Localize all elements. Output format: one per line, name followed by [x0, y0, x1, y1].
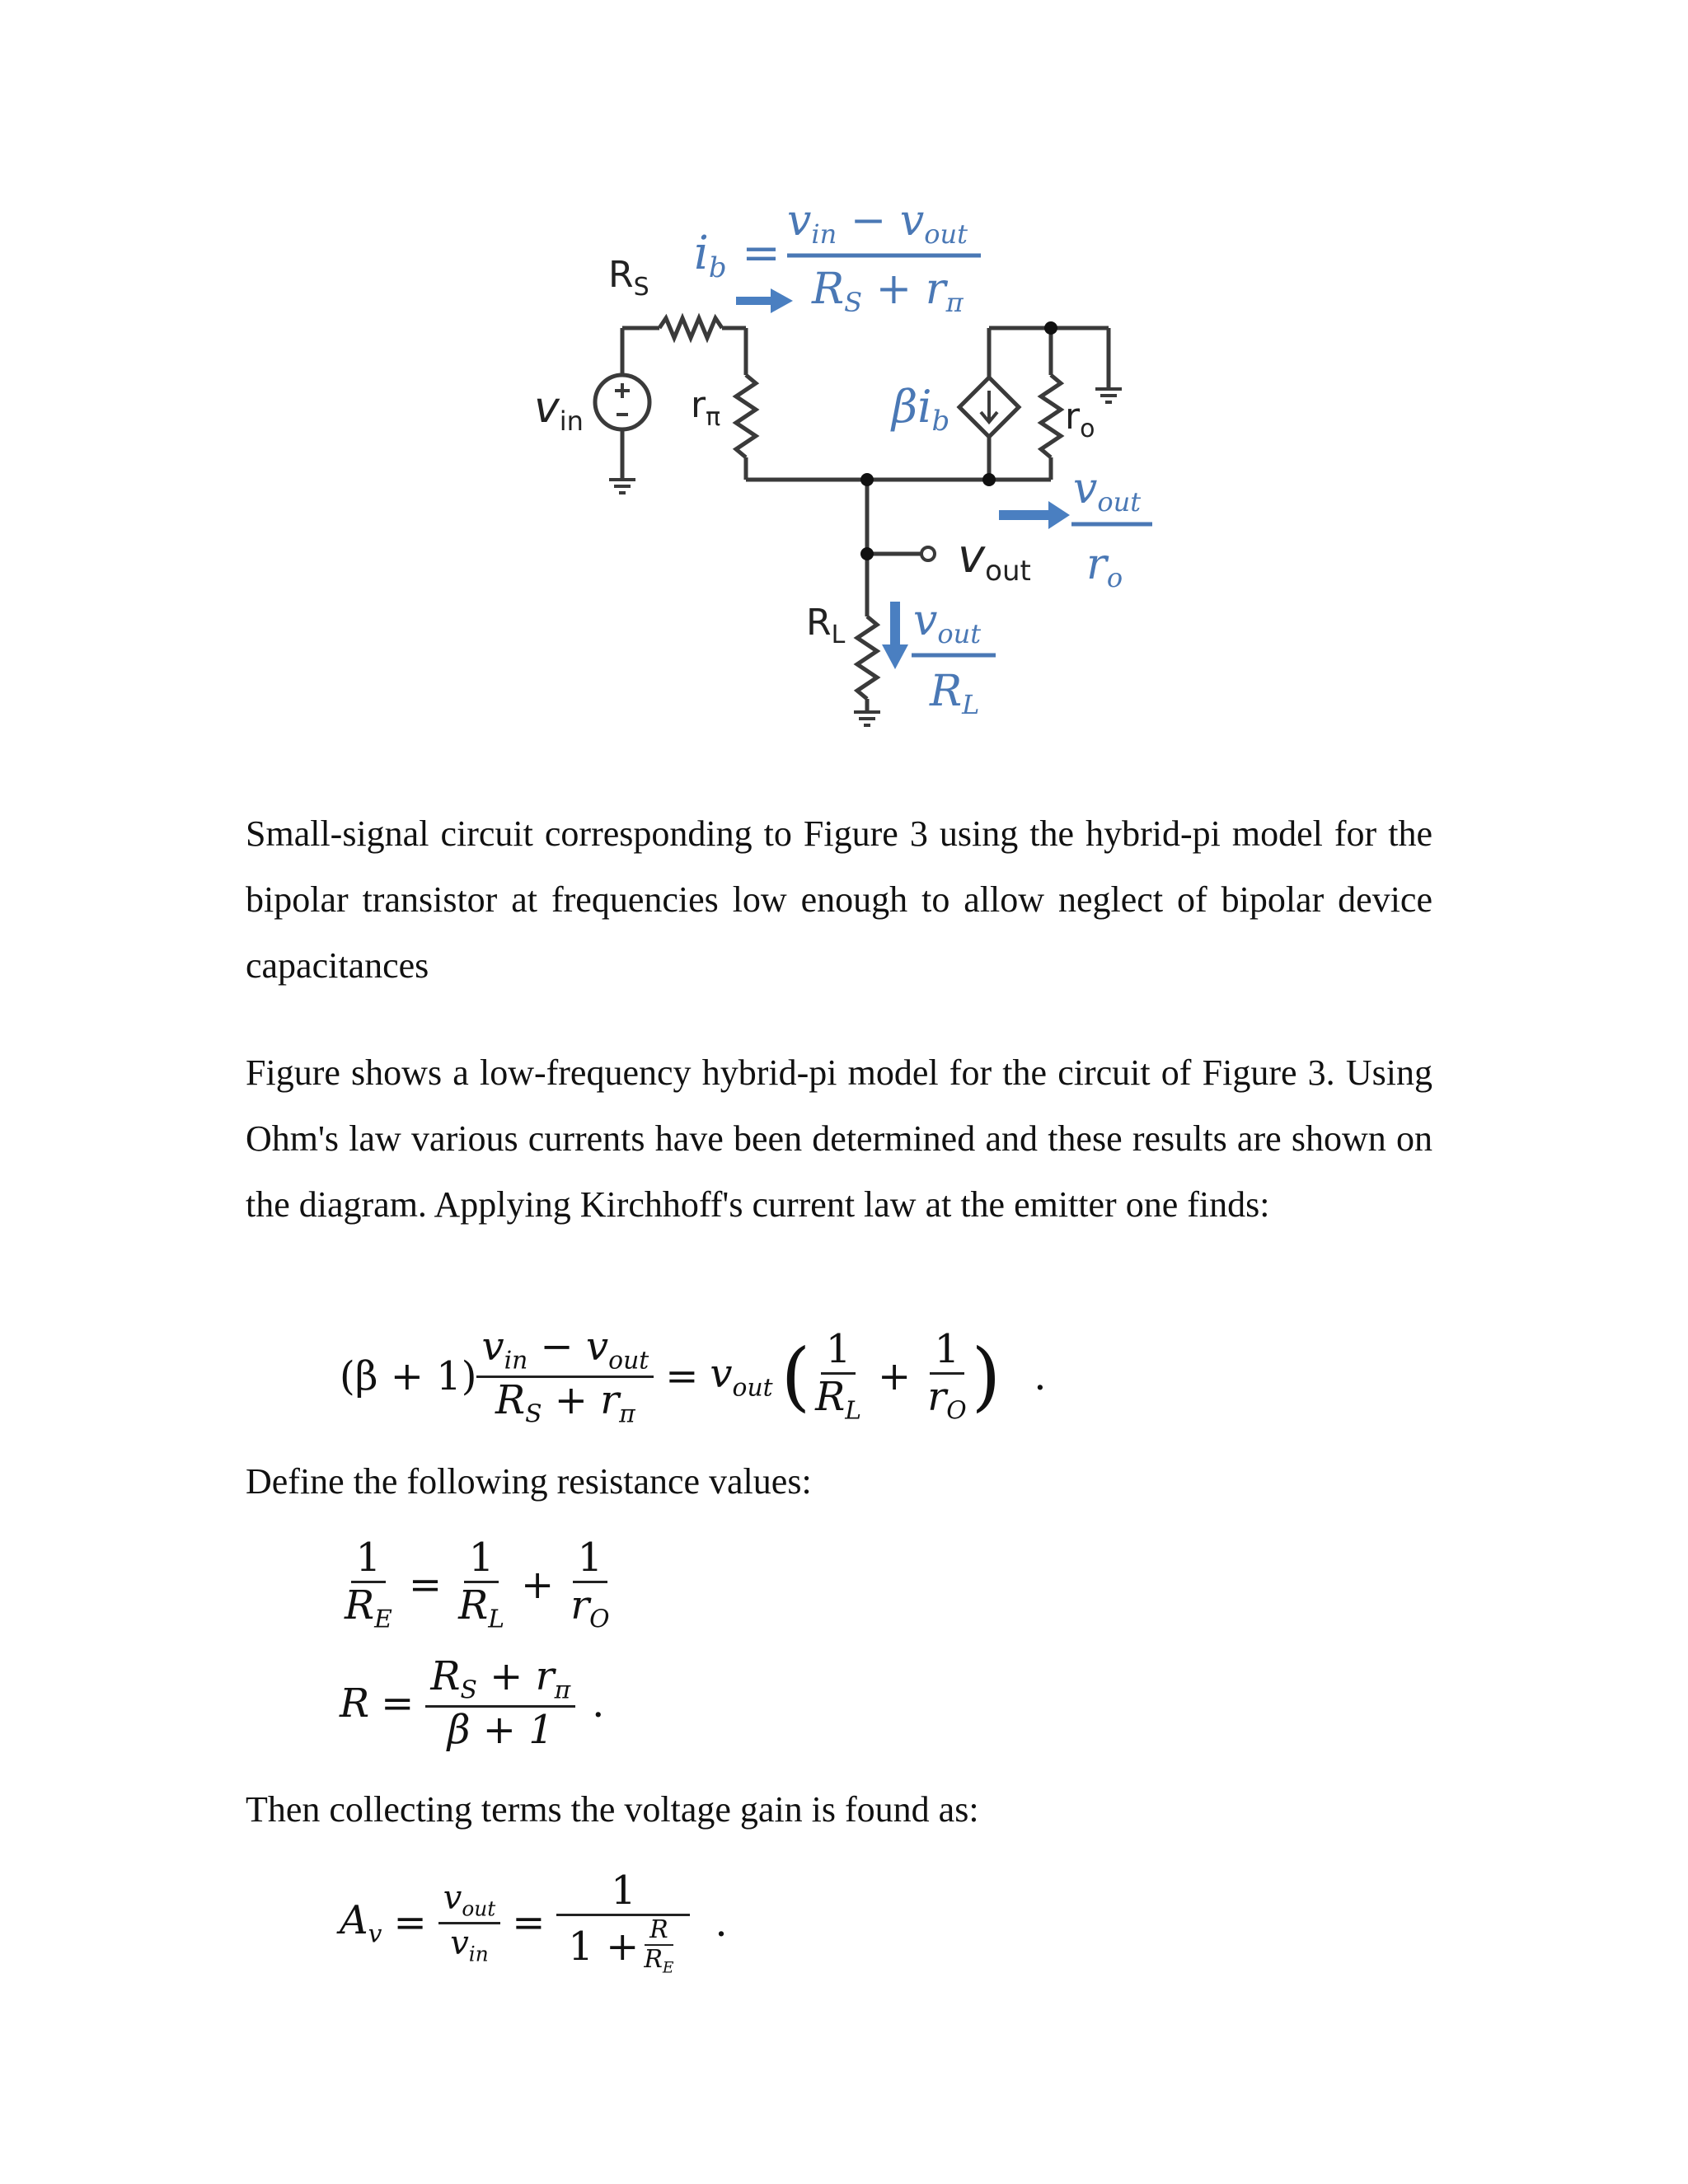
- dependent-current-source: [959, 377, 1019, 437]
- svg-text:=: =: [742, 227, 781, 280]
- ro-current-annotation: [1071, 464, 1152, 593]
- circuit-nodes: [860, 321, 1057, 560]
- vin-label: vin: [534, 383, 584, 437]
- figure-caption: Small-signal circuit corresponding to Figure 3 using the hybrid-pi model for the bipolar transistor at frequencies low enough to allow neglect of bipolar device capacitances: [246, 813, 1432, 986]
- svg-text:ib: ib: [694, 227, 727, 284]
- equation-gain: $A_v$ = $\frac{v_{out}}{v_{in}}$ = 1 1 + $\frac{R}{R_E}$ .: [340, 1867, 728, 1977]
- eq1-fraction: $\frac{v_{in} - v_{out}}{R_S + r_\pi}$: [476, 1324, 654, 1428]
- paragraph-gain: Then collecting terms the voltage gain is found as:: [246, 1789, 979, 1830]
- beta-ib-label: βib: [892, 381, 950, 438]
- ro-label: $r_o$: [1065, 396, 1095, 443]
- svg-text:RS + rπ: RS + rπ: [812, 265, 964, 318]
- svg-text:vout: vout: [913, 596, 982, 649]
- equation-kcl: (β + 1) $\frac{v_{in} - v_{out}}{R_S + r_\pi}$ = $v_{out}$ ( $\frac{1}{R_L}$ + $\frac{1}{r_O}$ ) .: [340, 1323, 1047, 1428]
- equation-r: R = $\frac{R_S + r_\pi}{\beta + 1}$ .: [340, 1653, 605, 1753]
- svg-text:vin − vout: vin − vout: [787, 196, 968, 250]
- rl-label: $R_L$: [806, 602, 846, 649]
- svg-text:RL: RL: [930, 667, 980, 720]
- voltage-source: [595, 375, 649, 429]
- output-terminal: [921, 547, 935, 560]
- svg-text:ro: ro: [1086, 540, 1123, 593]
- rpi-label: $r_\pi$: [691, 384, 721, 432]
- rl-current-annotation: [912, 596, 996, 720]
- equation-re: $\frac{1}{R_E}$ = $\frac{1}{R_L}$ + $\frac{1}{r_O}$: [345, 1535, 610, 1634]
- vout-label: vout: [958, 530, 1031, 588]
- rs-label: $R_S$: [608, 254, 649, 302]
- circuit-diagram: [0, 0, 1688, 758]
- paragraph-intro: Figure shows a low-frequency hybrid-pi model for the circuit of Figure 3. Using Ohm's law various currents have been determined and these results are shown on the diagram. Applying Kirchhoff's current law at the emitter one finds:: [246, 1052, 1432, 1225]
- svg-text:vout: vout: [1073, 464, 1142, 518]
- paragraph-define: Define the following resistance values:: [246, 1461, 812, 1502]
